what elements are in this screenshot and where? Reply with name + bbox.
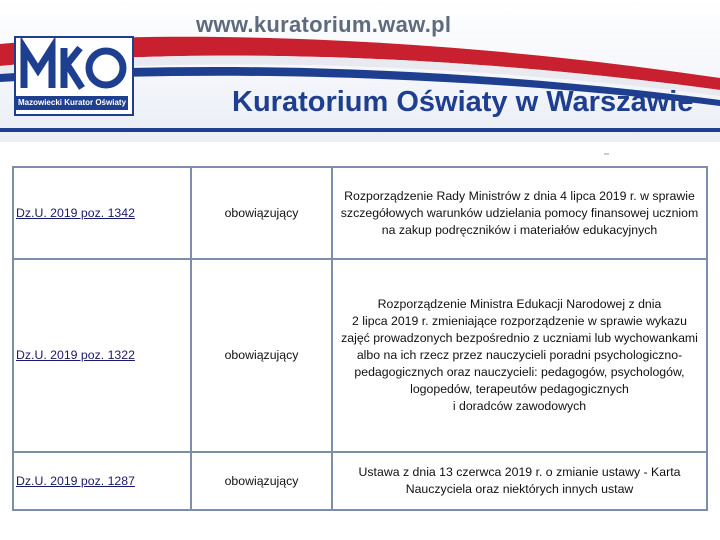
- table-row: [13, 167, 707, 259]
- description-line: i doradców zawodowych: [452, 399, 587, 413]
- decorative-mark: [604, 153, 609, 155]
- description-line: szczegółowych warunków udzielania pomocy finansowej uczniom: [340, 205, 699, 220]
- description-line: logopedów, terapeutów pedagogicznych: [410, 382, 629, 396]
- legal-acts-table-wrapper: [12, 166, 708, 511]
- status-cell: obowiązujący: [191, 452, 332, 510]
- description-cell: [332, 259, 707, 452]
- reference-cell: [13, 259, 191, 452]
- description-cell: [332, 167, 707, 259]
- header-banner: [0, 0, 720, 142]
- table-row: [13, 452, 707, 510]
- description-line: pedagogicznych oraz nauczycieli: pedagogów, psychologów,: [354, 365, 685, 379]
- description-cell: [332, 452, 707, 510]
- table-row: [13, 259, 707, 452]
- description-line: 2 lipca 2019 r. zmieniające rozporządzenie w sprawie wykazu: [352, 314, 687, 328]
- description-line: Nauczyciela oraz niektórych innych ustaw: [405, 482, 634, 496]
- description-line: zajęć prowadzonych bezpośrednio z uczniami lub wychowankami: [341, 331, 698, 345]
- site-url: www.kuratorium.waw.pl: [196, 12, 452, 37]
- description-line: Rozporządzenie Rady Ministrów z dnia 4 lipca 2019 r. w sprawie: [344, 188, 695, 203]
- status-cell: obowiązujący: [191, 167, 332, 259]
- description-line: na zakup podręczników i materiałów edukacyjnych: [381, 222, 658, 237]
- description-line: Ustawa z dnia 13 czerwca 2019 r. o zmianie ustawy - Karta: [358, 465, 681, 479]
- reference-cell: [13, 452, 191, 510]
- reference-link[interactable]: Dz.U. 2019 poz. 1287: [16, 473, 135, 488]
- reference-link[interactable]: Dz.U. 2019 poz. 1322: [16, 348, 135, 362]
- reference-link[interactable]: Dz.U. 2019 poz. 1342: [16, 205, 135, 220]
- mko-logo-mark: [16, 38, 132, 98]
- organization-title: Kuratorium Oświaty w Warszawie: [232, 86, 694, 118]
- description-line: albo na ich rzecz przez nauczycieli poradni psychologiczno-: [356, 348, 683, 362]
- description-line: Rozporządzenie Ministra Edukacji Narodowej z dnia: [377, 297, 662, 311]
- status-cell: obowiązujący: [191, 259, 332, 452]
- reference-cell: [13, 167, 191, 259]
- logo-caption: Mazowiecki Kurator Oświaty: [16, 96, 128, 110]
- legal-acts-table: [12, 166, 708, 511]
